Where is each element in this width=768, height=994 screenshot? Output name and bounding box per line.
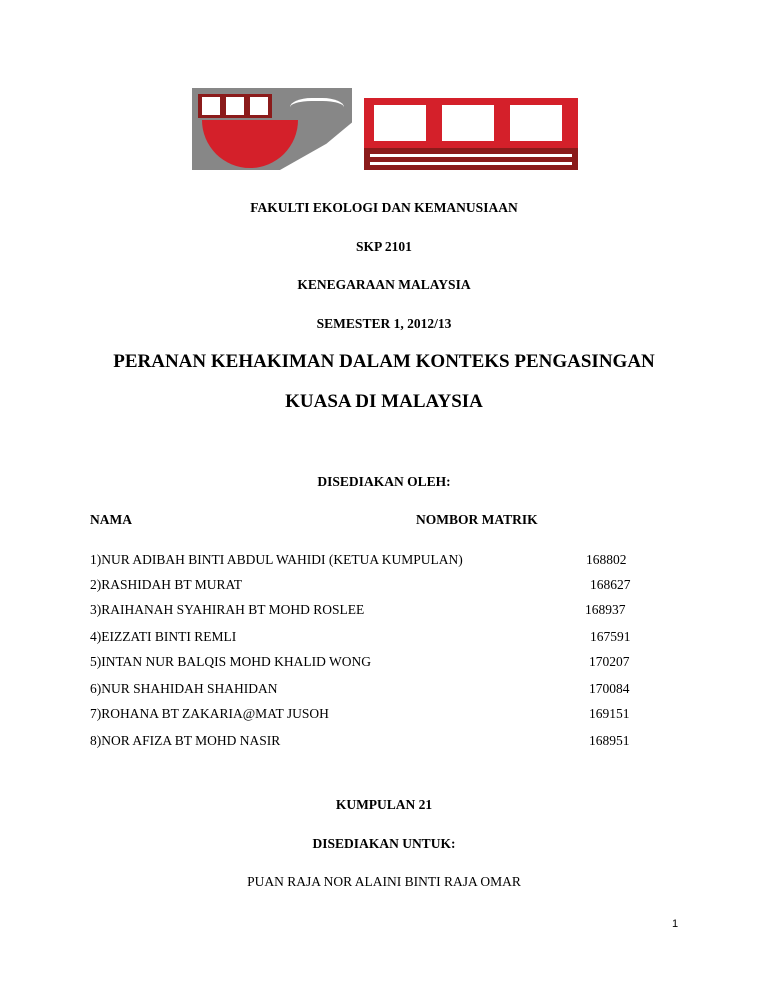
document-title-line1: PERANAN KEHAKIMAN DALAM KONTEKS PENGASINGAN — [113, 351, 655, 372]
member-name: 7)ROHANA BT ZAKARIA@MAT JUSOH — [90, 706, 329, 721]
member-name: 2)RASHIDAH BT MURAT — [90, 577, 243, 592]
member-name: 8)NOR AFIZA BT MOHD NASIR — [90, 733, 281, 748]
prepared-for-label: DISEDIAKAN UNTUK: — [312, 836, 456, 851]
member-matric: 167591 — [590, 629, 631, 644]
page-number: 1 — [672, 918, 679, 930]
course-code: SKP 2101 — [356, 239, 412, 254]
member-matric: 168937 — [585, 602, 626, 617]
upm-logo — [192, 88, 578, 170]
member-name: 3)RAIHANAH SYAHIRAH BT MOHD ROSLEE — [90, 602, 365, 617]
member-name: 5)INTAN NUR BALQIS MOHD KHALID WONG — [90, 654, 372, 669]
member-matric: 168627 — [590, 577, 631, 592]
member-matric: 170084 — [589, 681, 630, 696]
member-name: 1)NUR ADIBAH BINTI ABDUL WAHIDI (KETUA KUMPULAN) — [90, 552, 463, 567]
group-number: KUMPULAN 21 — [335, 797, 433, 812]
member-matric: 169151 — [589, 706, 630, 721]
column-header-matric: NOMBOR MATRIK — [416, 512, 538, 527]
book-icon — [290, 98, 344, 121]
upm-wordmark-icon — [364, 98, 578, 148]
member-matric: 170207 — [589, 654, 630, 669]
upm-crest-icon — [192, 88, 352, 170]
course-name: KENEGARAAN MALAYSIA — [297, 277, 471, 292]
prepared-by-label: DISEDIAKAN OLEH: — [317, 474, 451, 489]
document-title-line2: KUASA DI MALAYSIA — [285, 391, 483, 412]
upm-subtitle-band — [364, 148, 578, 170]
member-matric: 168951 — [589, 733, 630, 748]
member-name: 6)NUR SHAHIDAH SHAHIDAN — [90, 681, 278, 696]
faculty-name: FAKULTI EKOLOGI DAN KEMANUSIAAN — [250, 200, 518, 215]
member-matric: 168802 — [586, 552, 627, 567]
lecturer-name: PUAN RAJA NOR ALAINI BINTI RAJA OMAR — [247, 874, 521, 889]
column-header-name: NAMA — [90, 512, 132, 527]
member-name: 4)EIZZATI BINTI REMLI — [90, 629, 237, 644]
semester: SEMESTER 1, 2012/13 — [316, 316, 452, 331]
